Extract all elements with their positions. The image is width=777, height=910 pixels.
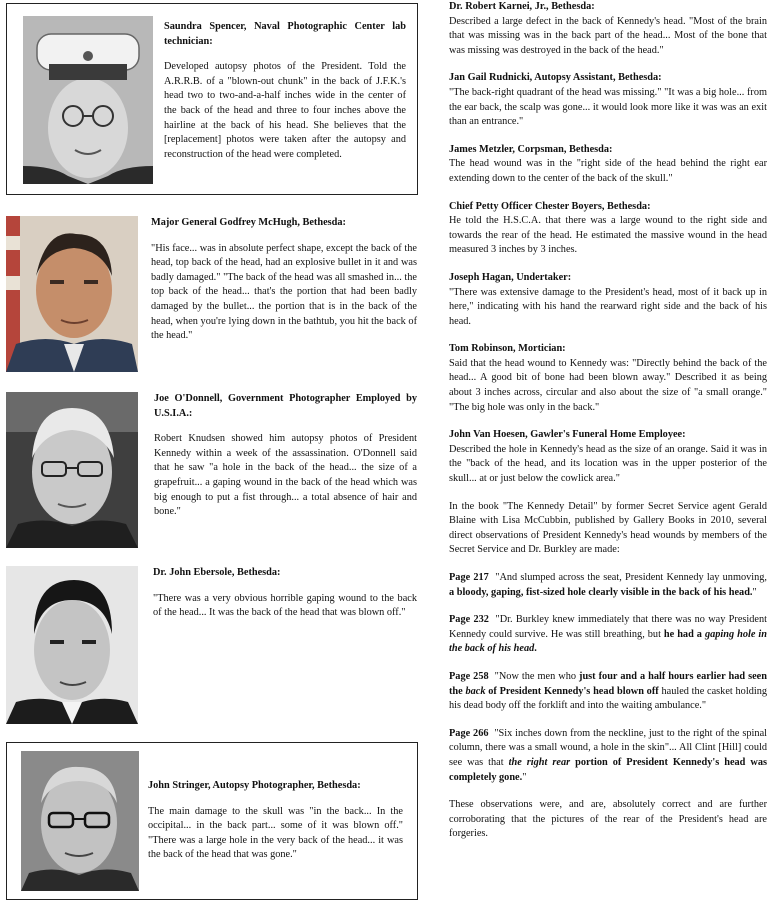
quote-emphasis: a bloody, gaping, fist-sized hole clearly visible in the back of his head. xyxy=(449,586,753,598)
portrait-photo-spencer xyxy=(23,16,153,184)
witness-statement: He told the H.S.C.A. that there was a large wound to the right side and towards the rear of the head. He estimated the massive wound in the head measured 3 inches by 3 inches. xyxy=(449,215,767,256)
page-label: Page 258 xyxy=(449,670,489,682)
portrait-photo-odonnell xyxy=(6,392,138,548)
witness-entry-robinson xyxy=(449,342,767,415)
conclusion-text: These observations were, and are, absolutely correct and are further corroborating that the pictures of the rear of the President's head are forgeries. xyxy=(449,799,767,840)
witness-name: Saundra Spencer, Naval Photographic Center lab technician: xyxy=(164,21,406,47)
witness-statement: Developed autopsy photos of the President. Told the A.R.R.B. of a "blown-out chunk" in the back of J.F.K.'s head two to two-and-a-half inches wide in the center of the back of the head and three to four inches above the hairline at the back of his head. She believes that the [replacement] photos were taken after the autopsy and reconstruction of the head were completed. xyxy=(164,61,406,160)
witness-name: John Stringer, Autopsy Photographer, Bethesda: xyxy=(148,780,361,791)
page-quote-232 xyxy=(449,613,767,657)
witness-text-ebersole xyxy=(153,566,417,621)
quote-emphasis-italic: gaping hole in the back of his head xyxy=(449,628,767,655)
witness-statement: "There was a very obvious horrible gaping wound to the back of the head... It was the back of the head that was blown off." xyxy=(153,592,417,619)
quote-emphasis: of President Kennedy's head blown off xyxy=(485,685,659,697)
witness-statement: Described a large defect in the back of Kennedy's head. "Most of the brain that was missing was in the back part of the head... Most of the bone that was missing was destroyed in the back of the head." xyxy=(449,15,767,56)
witness-text-odonnell xyxy=(154,392,417,520)
witness-statement: The main damage to the skull was "in the back... In the occipital... in the back part... some of it was blown off." "There was a large hole in the very back of the head... it was the back of the head that was gone." xyxy=(148,805,403,861)
quote-text: " xyxy=(752,586,757,598)
witness-entry-ebersole xyxy=(6,562,420,726)
witness-entry-vanhoesen xyxy=(449,428,767,486)
witness-text-spencer xyxy=(164,20,406,162)
witness-name: Joe O'Donnell, Government Photographer Employed by U.S.I.A.: xyxy=(154,393,417,419)
witness-name: Major General Godfrey McHugh, Bethesda: xyxy=(151,217,346,228)
page-quote-258 xyxy=(449,670,767,714)
witness-name: Joseph Hagan, Undertaker: xyxy=(449,271,572,283)
page-quote-217 xyxy=(449,571,767,600)
witness-entry-odonnell xyxy=(6,388,420,552)
witness-name: Tom Robinson, Mortician: xyxy=(449,343,566,355)
witness-name: James Metzler, Corpsman, Bethesda: xyxy=(449,143,613,155)
witness-entry-boyers xyxy=(449,200,767,258)
witness-statement: The head wound was in the "right side of the head behind the right ear extending down to the center of the back of the skull." xyxy=(449,158,767,184)
witness-text-stringer xyxy=(148,779,403,863)
quote-emphasis-italic: back xyxy=(465,685,486,697)
witness-entry-rudnicki xyxy=(449,71,767,129)
quote-text: "Dr. Burkley knew immediately that there was no way President Kennedy could survive. He was still breathing, but xyxy=(449,614,767,640)
quote-emphasis: he had a xyxy=(663,628,705,640)
conclusion-paragraph xyxy=(449,798,767,842)
portrait-photo-mchugh xyxy=(6,216,138,372)
witness-entry-stringer xyxy=(6,742,418,900)
quote-text: hauled the casket holding his dead body off the forklift and into the waiting ambulance." xyxy=(449,685,767,712)
witness-entry-hagan xyxy=(449,271,767,329)
witness-statement: Described the hole in Kennedy's head as the size of an orange. Said it was in the "back of the head, and its location was in the upper posterior of the skull... at or just below the cowlick area." xyxy=(449,443,767,485)
witness-statement: Robert Knudsen showed him autopsy photos of President Kennedy within a week of the assassination. O'Donnell said that he saw "a hole in the back of the head... the size of a grapefruit... a gaping wound in the back of the head which was big enough to put a fist through... a total absence of hair and bone." xyxy=(154,433,417,518)
witness-statement: "The back-right quadrant of the head was missing." "It was a big hole... from the ear back, the scalp was gone... it would look more like it was was an exit than an entrance." xyxy=(449,86,767,128)
quote-emphasis: just four and a half hours earlier had seen the xyxy=(449,670,767,697)
book-intro-text: In the book "The Kennedy Detail" by former Secret Service agent Gerald Blaine with Lisa McCubbin, published by Gallery Books in 2010, several direct observations of President Kennedy's head wounds by members of the Secret Service and Dr. Burkley are made: xyxy=(449,500,767,556)
page-label: Page 217 xyxy=(449,572,489,583)
page-quote-266 xyxy=(449,727,767,785)
portrait-photo-ebersole xyxy=(6,566,138,724)
portrait-photo-stringer xyxy=(21,751,139,891)
witness-statement: "His face... was in absolute perfect shape, except the back of the head, top back of the head, had an explosive bullet in it and was badly damaged." "The back of the head was all smashed in... the top back of the head... that's the portion that had been badly damaged by the bullet... the portion that is in the back of the head, when you're lying down in the bathtub, you hit the back of the head." xyxy=(151,242,417,342)
right-column xyxy=(449,0,767,855)
witness-entry-karnei xyxy=(449,0,767,58)
quote-emphasis: portion of President Kennedy's head was completely gone. xyxy=(449,756,767,783)
witness-name: John Van Hoesen, Gawler's Funeral Home Employee: xyxy=(449,429,686,441)
witness-name: Dr. Robert Karnei, Jr., Bethesda: xyxy=(449,1,595,12)
quote-text: "Six inches down from the neckline, just to the right of the spinal column, there was a small wound, a hole in the skin"... All Clint [Hill] could see was that xyxy=(449,727,767,768)
witness-entry-mchugh xyxy=(6,212,420,378)
witness-entry-metzler xyxy=(449,143,767,187)
quote-text: "Now the men who xyxy=(494,670,580,682)
witness-text-mchugh xyxy=(151,216,417,344)
witness-statement: Said that the head wound to Kennedy was: "Directly behind the back of the head... A good bit of bone had been blown away." Described it as being about 3 inches across, circular and also about the size of "a small orange." "The big hole was only in the back." xyxy=(449,357,767,413)
book-intro-paragraph xyxy=(449,500,767,558)
quote-text: "And slumped across the seat, President Kennedy lay unmoving, xyxy=(495,572,767,583)
page-label: Page 266 xyxy=(449,727,489,739)
quote-emphasis-italic: the right rear xyxy=(508,756,571,768)
witness-entry-spencer xyxy=(6,3,418,195)
witness-name: Dr. John Ebersole, Bethesda: xyxy=(153,567,281,578)
quote-emphasis: . xyxy=(534,643,537,655)
witness-statement: "There was extensive damage to the President's head, most of it back up in here," indicating with his hand the rearward right side and the back of his head. xyxy=(449,286,767,327)
page-label: Page 232 xyxy=(449,614,489,626)
witness-name: Chief Petty Officer Chester Boyers, Bethesda: xyxy=(449,200,651,212)
quote-text: " xyxy=(522,771,527,783)
witness-name: Jan Gail Rudnicki, Autopsy Assistant, Bethesda: xyxy=(449,72,662,84)
